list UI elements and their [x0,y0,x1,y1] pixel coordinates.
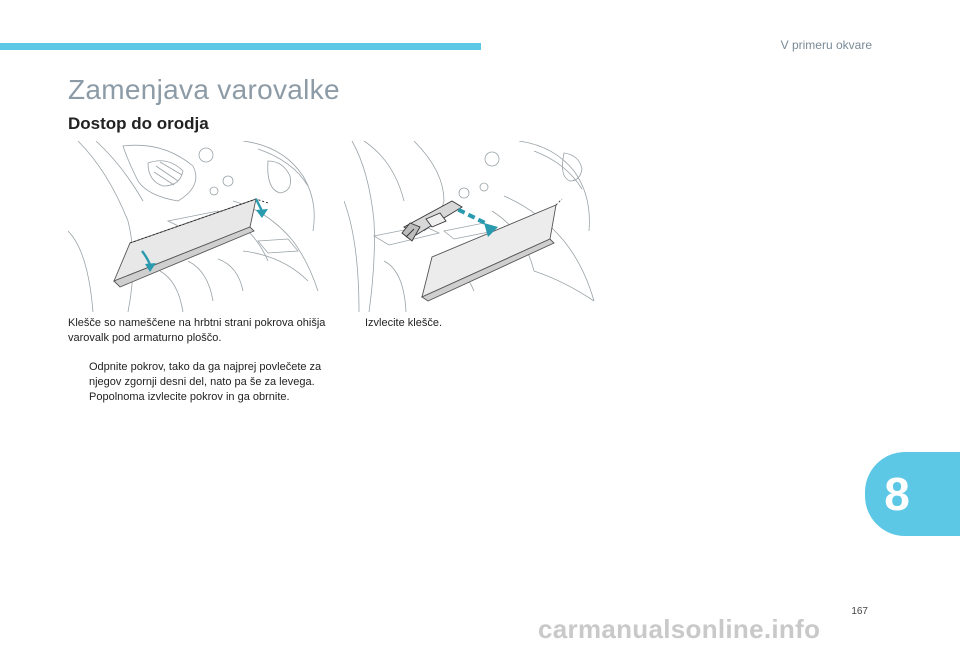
list-item: Popolnoma izvlecite pokrov in ga obrnite. [68,390,326,405]
chapter-number: 8 [884,468,910,520]
page-title: Zamenjava varovalke [68,74,340,105]
page-number: 167 [851,606,868,617]
intro-paragraph: Klešče so nameščene na hrbtni strani pokrova ohišja varovalk pod armaturno ploščo. [68,317,326,344]
chapter-header-title: V primeru okvare [780,38,872,52]
left-instructions [68,316,326,405]
bullet-marker-icon [344,316,365,331]
bullet-marker-icon [68,390,89,405]
list-item: Izvlecite klešče. [344,316,604,331]
section-title: Dostop do orodja [68,114,209,133]
illustration-remove-pliers [344,141,598,312]
bullet-marker-icon [68,360,89,390]
watermark: carmanualsonline.info [538,614,821,644]
header-accent-bar [0,43,481,50]
list-item: Odpnite pokrov, tako da ga najprej povlečete za njegov zgornji desni del, nato pa še za levega. [68,360,326,390]
illustration-remove-cover [68,141,322,312]
right-instructions [344,316,604,331]
